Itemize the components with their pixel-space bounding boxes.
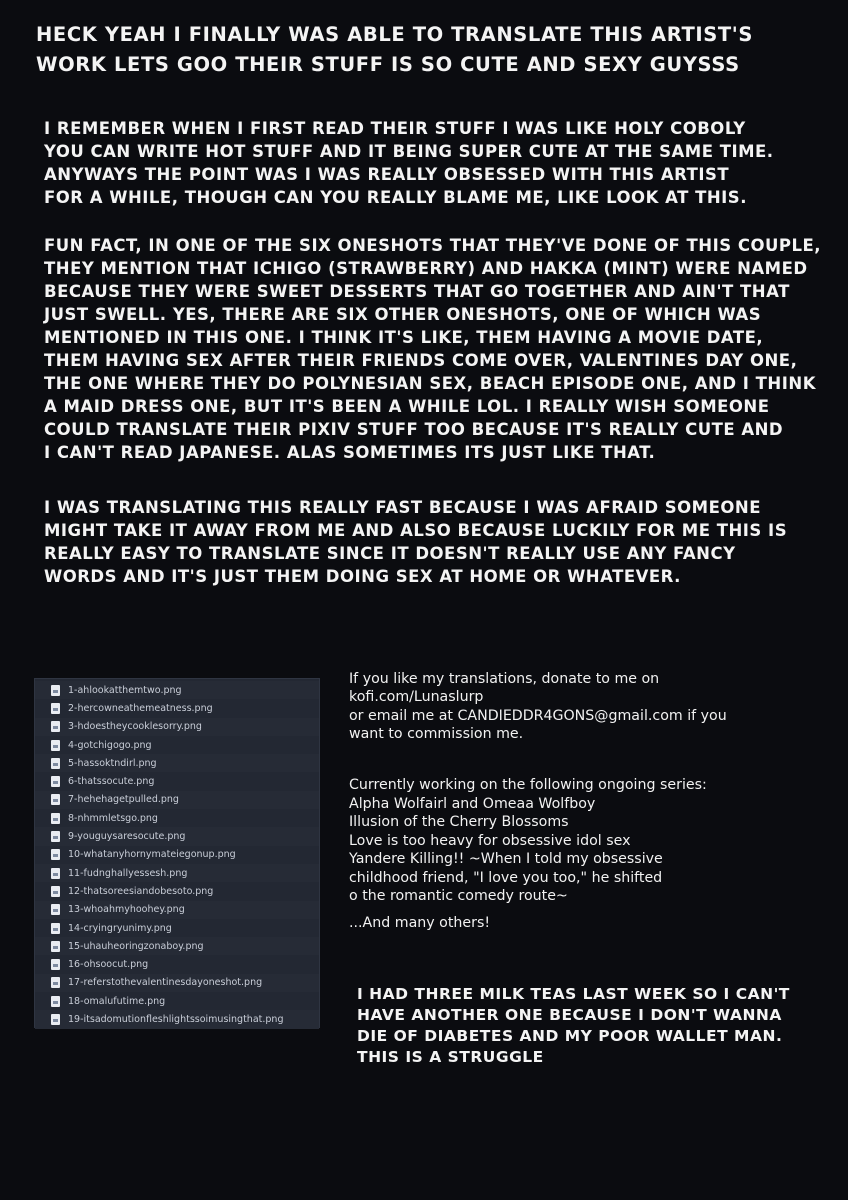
file-list-item[interactable] (35, 992, 319, 1010)
image-file-icon (51, 813, 60, 824)
image-file-icon (51, 977, 60, 988)
image-file-icon (51, 758, 60, 769)
file-list-item[interactable] (35, 827, 319, 845)
ongoing-series-text: Currently working on the following ongoing series: Alpha Wolfairl and Omeaa Wolfboy Illusion of the Cherry Blossoms Love is too heavy for obsessive idol sex Yandere Killing!! ~When I told my obsessive childhood friend, "I love you too," he shifted o the romantic comedy route~ (349, 777, 707, 904)
file-name: 5-hassoktndirl.png (68, 757, 157, 769)
file-list-item[interactable] (35, 718, 319, 736)
paragraph-intro: I REMEMBER WHEN I FIRST READ THEIR STUFF I WAS LIKE HOLY COBOLY YOU CAN WRITE HOT STUFF AND IT BEING SUPER CUTE AT THE SAME TIME. ANYWAYS THE POINT WAS I WAS REALLY OBSESSED WITH THIS ARTIST FOR A WHILE, THOUGH CAN YOU REALLY BLAME ME, LIKE LOOK AT THIS. (44, 119, 774, 207)
paragraph-translating: I WAS TRANSLATING THIS REALLY FAST BECAUSE I WAS AFRAID SOMEONE MIGHT TAKE IT AWAY FROM ME AND ALSO BECAUSE LUCKILY FOR ME THIS IS REALLY EASY TO TRANSLATE SINCE IT DOESN'T REALLY USE ANY FANCY WORDS AND IT'S JUST THEM DOING SEX AT HOME OR WHATEVER. (44, 498, 788, 586)
file-list-item[interactable] (35, 699, 319, 717)
file-list-item[interactable] (35, 864, 319, 882)
image-file-icon (51, 831, 60, 842)
paragraph-fun-fact: FUN FACT, IN ONE OF THE SIX ONESHOTS THAT THEY'VE DONE OF THIS COUPLE, THEY MENTION THAT ICHIGO (STRAWBERRY) AND HAKKA (MINT) WERE NAMED BECAUSE THEY WERE SWEET DESSERTS THAT GO TOGETHER AND AIN'T THAT JUST SWELL. YES, THERE ARE SIX OTHER ONESHOTS, ONE OF WHICH WAS MENTIONED IN THIS ONE. I THINK IT'S LIKE, THEM HAVING A MOVIE DATE, THEM HAVING SEX AFTER THEIR FRIENDS COME OVER, VALENTINES DAY ONE, THE ONE WHERE THEY DO POLYNESIAN SEX, BEACH EPISODE ONE, AND I THINK A MAID DRESS ONE, BUT IT'S BEEN A WHILE LOL. I REALLY WISH SOMEONE COULD TRANSLATE THEIR PIXIV STUFF TOO BECAUSE IT'S REALLY CUTE AND I CAN'T READ JAPANESE. ALAS SOMETIMES ITS JUST LIKE THAT. (44, 236, 822, 462)
image-file-icon (51, 794, 60, 805)
file-list-panel (34, 678, 320, 1028)
image-file-icon (51, 959, 60, 970)
file-list-item[interactable] (35, 1010, 319, 1028)
file-name: 4-gotchigogo.png (68, 739, 152, 751)
file-list-item[interactable] (35, 937, 319, 955)
file-name: 1-ahlookatthemtwo.png (68, 684, 182, 696)
file-name: 7-hehehagetpulled.png (68, 794, 179, 806)
file-name: 3-hdoestheycooklesorry.png (68, 721, 202, 733)
file-name: 14-cryingryunimy.png (68, 922, 172, 934)
many-others-text: ...And many others! (349, 914, 491, 931)
file-list-item[interactable] (35, 882, 319, 900)
file-name: 6-thatssocute.png (68, 776, 155, 788)
file-list-item[interactable] (35, 791, 319, 809)
image-file-icon (51, 868, 60, 879)
image-file-icon (51, 996, 60, 1007)
file-list-item[interactable] (35, 736, 319, 754)
file-name: 13-whoahmyhoohey.png (68, 904, 185, 916)
image-file-icon (51, 703, 60, 714)
file-list-item[interactable] (35, 901, 319, 919)
file-name: 9-youguysaresocute.png (68, 831, 186, 843)
file-name: 17-referstothevalentinesdayoneshot.png (68, 977, 263, 989)
file-name: 2-hercowneathemeatness.png (68, 702, 213, 714)
image-file-icon (51, 721, 60, 732)
file-list-item[interactable] (35, 846, 319, 864)
image-file-icon (51, 904, 60, 915)
file-list-item[interactable] (35, 681, 319, 699)
image-file-icon (51, 740, 60, 751)
image-file-icon (51, 685, 60, 696)
page-headline: HECK YEAH I FINALLY WAS ABLE TO TRANSLATE THIS ARTIST'S WORK LETS GOO THEIR STUFF IS SO CUTE AND SEXY GUYSSS (36, 23, 754, 76)
donation-note (349, 651, 819, 951)
file-list-item[interactable] (35, 955, 319, 973)
file-name: 10-whatanyhornymateiegonup.png (68, 849, 236, 861)
file-list-item[interactable] (35, 809, 319, 827)
file-name: 19-itsadomutionfleshlightssoimusingthat.png (68, 1013, 284, 1025)
image-file-icon (51, 886, 60, 897)
image-file-icon (51, 941, 60, 952)
file-list-item[interactable] (35, 772, 319, 790)
file-list-item[interactable] (35, 919, 319, 937)
file-list-item[interactable] (35, 754, 319, 772)
file-name: 15-uhauheoringzonaboy.png (68, 940, 204, 952)
closing-note: I HAD THREE MILK TEAS LAST WEEK SO I CAN'T HAVE ANOTHER ONE BECAUSE I DON'T WANNA DIE OF DIABETES AND MY POOR WALLET MAN. THIS IS A STRUGGLE (357, 985, 790, 1066)
file-list-item[interactable] (35, 974, 319, 992)
file-name: 12-thatsoreesiandobesoto.png (68, 885, 214, 897)
file-name: 11-fudnghallyessesh.png (68, 867, 188, 879)
file-name: 18-omalufutime.png (68, 995, 166, 1007)
image-file-icon (51, 923, 60, 934)
donation-text: If you like my translations, donate to me on kofi.com/Lunaslurp or email me at CANDIEDDR4GONS@gmail.com if you want to commission me. (349, 670, 727, 742)
file-name: 8-nhmmletsgo.png (68, 812, 158, 824)
image-file-icon (51, 849, 60, 860)
image-file-icon (51, 776, 60, 787)
file-name: 16-ohsoocut.png (68, 959, 149, 971)
image-file-icon (51, 1014, 60, 1025)
